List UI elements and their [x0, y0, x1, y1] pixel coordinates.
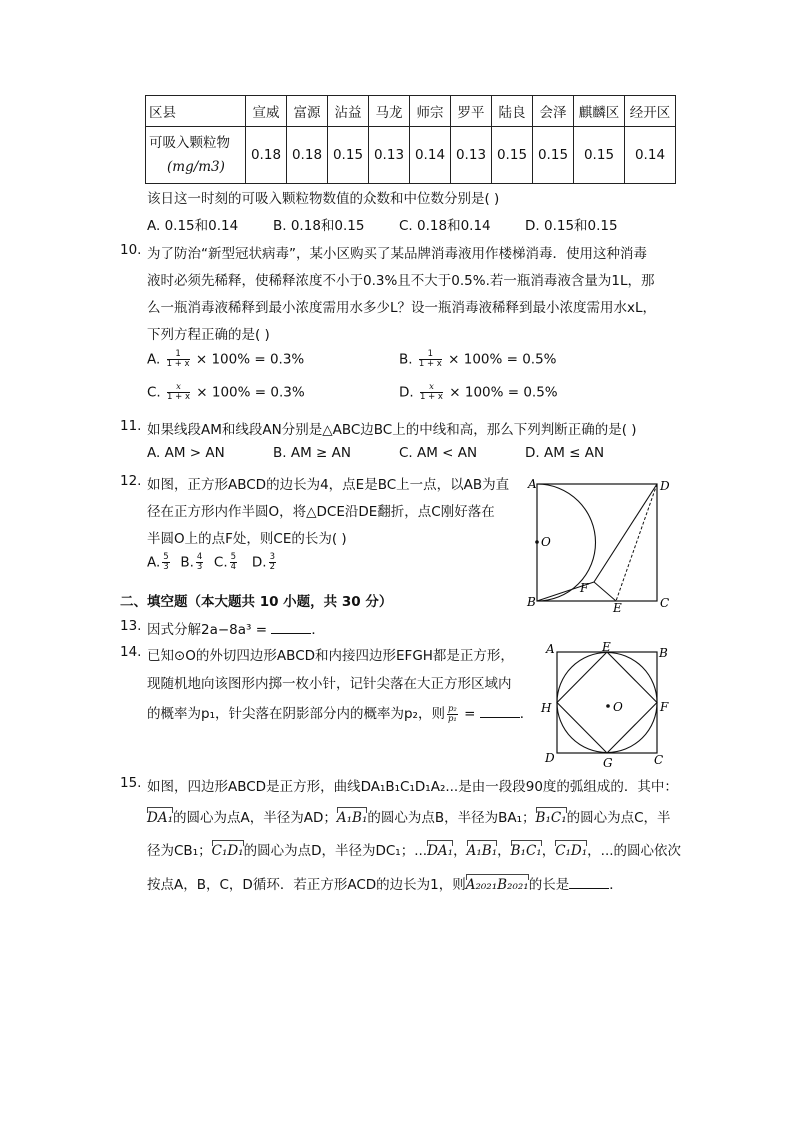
- fraction-numerator: 5: [230, 552, 237, 562]
- option-rest: × 100% = 0.5%: [449, 384, 558, 401]
- option-letter: C.: [213, 554, 228, 571]
- table-header-cell: 会泽: [533, 96, 574, 127]
- fraction: [420, 383, 443, 402]
- label-o: O: [541, 535, 551, 549]
- label-e: E: [602, 640, 611, 654]
- q15-number: 15.: [120, 775, 142, 791]
- fraction-denominator: 1 + x: [166, 359, 190, 369]
- fraction: [167, 350, 190, 369]
- label-d: D: [545, 751, 555, 765]
- q15-text: 的圆心为点A，半径为AD；: [173, 810, 337, 826]
- table-header-cell: 麒麟区: [574, 96, 625, 127]
- fraction: [196, 553, 203, 572]
- q10-line: 下列方程正确的是( ): [147, 327, 270, 343]
- table-header-cell: 沾益: [328, 96, 369, 127]
- fraction-denominator: 1 + x: [167, 392, 190, 402]
- label-a: A: [546, 642, 555, 656]
- table-header-cell: 宣威: [246, 96, 287, 127]
- q14-line: 现随机地向该图形内掷一枚小针，记针尖落在大正方形区域内: [147, 676, 512, 692]
- table-cell: 0.13: [451, 127, 492, 184]
- arc-label: A₁B₁: [336, 810, 368, 826]
- fraction: [419, 350, 442, 369]
- arc-label: C₁D₁: [211, 843, 244, 859]
- fraction-numerator: 5: [163, 552, 169, 562]
- q15-text: 径为CB₁；: [147, 843, 212, 859]
- option-letter: B.: [399, 351, 413, 368]
- q15-text: 的长是: [528, 877, 570, 893]
- q9-stem: 该日这一时刻的可吸入颗粒物数值的众数和中位数分别是( ): [147, 191, 500, 207]
- q13-text: 因式分解2a−8a³ =: [147, 622, 272, 638]
- q12-line: 径在正方形内作半圆O，将△DCE沿DE翻折，点C刚好落在: [147, 504, 495, 520]
- fraction-denominator: 3: [196, 562, 203, 572]
- fraction: [447, 705, 458, 724]
- table-header-row: [146, 96, 676, 127]
- q15-text: ，: [541, 843, 556, 859]
- q14-line: 已知⊙O的外切四边形ABCD和内接四边形EFGH都是正方形，: [147, 648, 514, 664]
- q15-line: [147, 873, 623, 893]
- label-d: D: [660, 479, 670, 493]
- label-f: F: [660, 700, 669, 714]
- q12-options: [147, 553, 278, 572]
- option-letter: B.: [180, 554, 194, 571]
- table-row: [146, 127, 676, 184]
- q9-option-c: C. 0.18和0.14: [399, 218, 491, 234]
- table-row-label: [146, 127, 246, 184]
- q12-line: 半圆O上的点F处，则CE的长为( ): [147, 531, 347, 547]
- table-cell: 0.14: [625, 127, 676, 184]
- q14-line: 的概率为p₁，针尖落在阴影部分内的概率为p₂，则: [147, 706, 445, 722]
- table-header-cell: 区县: [146, 96, 246, 127]
- option-rest: × 100% = 0.3%: [196, 384, 305, 401]
- table-cell: 0.13: [369, 127, 410, 184]
- table-header-cell: 陆良: [492, 96, 533, 127]
- q14-line-last: [147, 702, 533, 724]
- answer-blank[interactable]: [569, 875, 609, 889]
- q10-option-d: [399, 383, 558, 402]
- option-letter: D.: [399, 384, 414, 401]
- q15-text: ，: [453, 843, 467, 859]
- fraction-numerator: x: [420, 383, 443, 393]
- table-cell: 0.15: [533, 127, 574, 184]
- segment-fe: [594, 582, 616, 601]
- q14-end: ．: [519, 706, 534, 722]
- q13-line: [147, 618, 325, 638]
- table-cell: 0.15: [574, 127, 625, 184]
- q9-option-b: B. 0.18和0.15: [273, 218, 365, 234]
- q15-line: [147, 806, 671, 826]
- label-e: E: [613, 601, 622, 612]
- label-h: H: [541, 701, 552, 715]
- particulate-table: [145, 95, 676, 184]
- fraction: [167, 383, 190, 402]
- table-cell: 0.18: [287, 127, 328, 184]
- row-label-unit: (mg/m3): [167, 159, 225, 175]
- q10-line: 为了防治“新型冠状病毒”，某小区购买了某品牌消毒液用作楼梯消毒．使用这种消毒: [147, 246, 647, 262]
- option-letter: D.: [251, 554, 267, 571]
- fraction-denominator: p₁: [447, 713, 457, 724]
- center-o-dot: [535, 540, 539, 544]
- q10-option-b: [399, 350, 557, 369]
- q10-number: 10.: [120, 242, 142, 258]
- label-g: G: [603, 756, 613, 770]
- fraction-numerator: x: [167, 383, 190, 393]
- answer-blank[interactable]: [271, 620, 311, 634]
- table-cell: 0.15: [492, 127, 533, 184]
- q11-option-b: B. AM ≥ AN: [273, 445, 351, 461]
- table-cell: 0.14: [410, 127, 451, 184]
- q11-number: 11.: [120, 418, 142, 434]
- q9-option-d: D. 0.15和0.15: [525, 218, 618, 234]
- option-rest: × 100% = 0.3%: [195, 351, 305, 368]
- q10-line: 液时必须先稀释，使稀释浓度不小于0.3%且不大于0.5%.若一瓶消毒液含量为1L，那: [147, 273, 655, 289]
- fraction-denominator: 1 + x: [418, 359, 442, 369]
- label-a: A: [528, 477, 537, 491]
- fraction-numerator: 4: [196, 552, 203, 562]
- q15-text: 的圆心为点D，半径为DC₁；...: [243, 843, 428, 859]
- option-letter: C.: [147, 384, 161, 401]
- q15-text: 的圆心为点C，半: [566, 810, 671, 826]
- arc-label: B₁C₁: [535, 810, 567, 826]
- table-cell: 0.18: [246, 127, 287, 184]
- q9-option-a: A. 0.15和0.14: [147, 218, 239, 234]
- q12-number: 12.: [120, 473, 142, 489]
- table-header-cell: 罗平: [451, 96, 492, 127]
- section-title: 二、填空题（本大题共 10 小题，共 30 分）: [120, 594, 393, 610]
- table-header-cell: 富源: [287, 96, 328, 127]
- segment-de-dashed: [616, 484, 657, 601]
- fraction-denominator: 2: [269, 562, 276, 572]
- q10-option-c: [147, 383, 305, 402]
- q15-text: 按点A，B，C，D循环．若正方形ACD的边长为1，则: [147, 877, 466, 893]
- arc-label: DA₁: [147, 810, 173, 826]
- q12-line: 如图，正方形ABCD的边长为4，点E是BC上一点，以AB为直: [147, 477, 510, 493]
- q11-option-d: D. AM ≤ AN: [525, 445, 605, 461]
- label-b: B: [527, 595, 536, 609]
- q14-equals: =: [459, 706, 480, 722]
- segment-df: [594, 484, 657, 582]
- arc-label: DA₁: [427, 843, 454, 859]
- row-label-line: 可吸入颗粒物: [149, 135, 230, 151]
- q10-line: 么一瓶消毒液稀释到最小浓度需用水多少L？设一瓶消毒液稀释到最小浓度需用水xL，: [147, 300, 657, 316]
- q12-figure: [520, 476, 680, 612]
- circle-o: [557, 653, 657, 753]
- label-f: F: [580, 581, 589, 595]
- option-letter: A.: [147, 351, 161, 368]
- q15-line: [147, 839, 681, 859]
- q13-number: 13.: [120, 618, 142, 634]
- table-header-cell: 马龙: [369, 96, 410, 127]
- answer-blank[interactable]: [480, 704, 520, 718]
- q15-text: 的圆心为点B，半径为BA₁；: [367, 810, 536, 826]
- arc-label: A₂₀₂₁B₂₀₂₁: [465, 877, 529, 893]
- option-rest: × 100% = 0.5%: [448, 351, 557, 368]
- q15-line: 如图，四边形ABCD是正方形，曲线DA₁B₁C₁D₁A₂...是由一段段90度的弧组成的．其中：: [147, 779, 678, 795]
- label-c: C: [660, 596, 670, 610]
- q11-option-c: C. AM < AN: [399, 445, 478, 461]
- fraction-numerator: 1: [167, 350, 190, 360]
- arc-label: C₁D₁: [555, 843, 588, 859]
- fraction: [269, 553, 276, 572]
- label-b: B: [659, 646, 668, 660]
- fraction-numerator: 3: [269, 552, 276, 562]
- q15-end: ．: [609, 877, 623, 893]
- q14-figure: [540, 640, 676, 770]
- label-o: O: [613, 700, 623, 714]
- arc-label: B₁C₁: [510, 843, 542, 859]
- fraction: [162, 553, 169, 572]
- fraction-numerator: p₂: [447, 703, 457, 714]
- fraction-numerator: 1: [419, 350, 442, 360]
- fraction-denominator: 3: [163, 562, 169, 572]
- table-cell: 0.15: [328, 127, 369, 184]
- q15-text: ，...的圆心依次: [587, 843, 682, 859]
- q11-option-a: A. AM > AN: [147, 445, 225, 461]
- square-abcd: [537, 484, 657, 601]
- arc-label: A₁B₁: [466, 843, 498, 859]
- table-header-cell: 经开区: [625, 96, 676, 127]
- q15-text: ，: [497, 843, 511, 859]
- center-o-dot: [606, 704, 610, 708]
- option-letter: A.: [147, 554, 161, 571]
- q13-end: ．: [311, 622, 325, 638]
- q14-number: 14.: [120, 644, 142, 660]
- fraction: [230, 553, 237, 572]
- fraction-denominator: 1 + x: [419, 392, 443, 402]
- fraction-denominator: 4: [230, 562, 237, 572]
- q11-stem: 如果线段AM和线段AN分别是△ABC边BC上的中线和高，那么下列判断正确的是( ): [147, 422, 637, 438]
- table-header-cell: 师宗: [410, 96, 451, 127]
- q10-option-a: [147, 350, 304, 369]
- label-c: C: [654, 753, 664, 767]
